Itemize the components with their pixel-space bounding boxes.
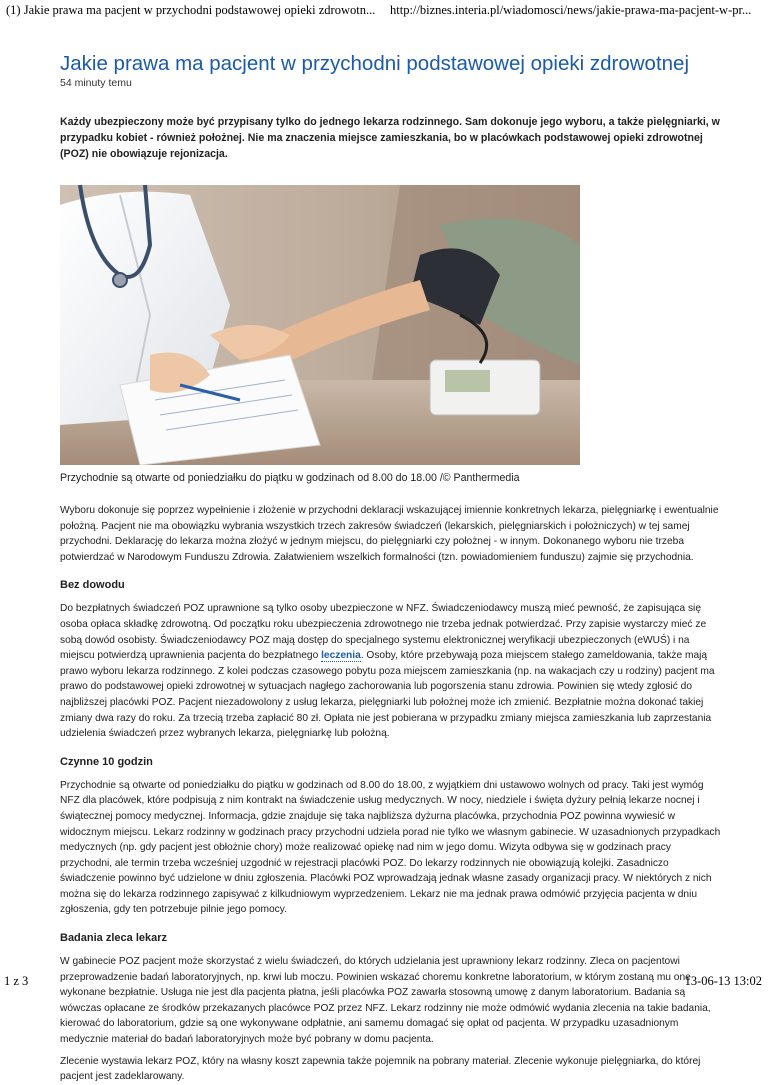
section-heading-czynne-10-godzin: Czynne 10 godzin — [60, 755, 153, 768]
section-heading-bez-dowodu: Bez dowodu — [60, 579, 125, 592]
paragraph-text: Do bezpłatnych świadczeń POZ uprawnione są tylko osoby ubezpieczone w NFZ. Świadczeniodawcy muszą mieć pewność, że zapisująca się osoba opłaca składkę zdrowotną. Od początku roku ubezpieczenia zdrowotnego nie trzeba jednak potwierdzać. Przy zapisie wystarczy mieć ze sobą dowód osobisty. Świadczeniodawcy POZ mają dostęp do specjalnego systemu elektronicznej weryfikacji ubezpieczonych (eWUŚ) i na miejscu potwierdzą uprawnienia pacjenta do bezpłatnego — [60, 603, 707, 662]
article-photo — [60, 185, 580, 465]
article — [60, 52, 725, 1085]
paragraph-text: . Osoby, które przebywają poza miejscem stałego zameldowania, także mają prawo wyboru lekarza rodzinnego. Z kolei podczas czasowego pobytu poza miejscem zamieszkania (np. na wakacjach czy u rodziny) pacjent ma prawo do podstawowej opieki zdrowotnej w sytuacjach nagłego zachorowania lub pogorszenia stanu zdrowia. Powinien się wtedy zgłosić do najbliższej placówki POZ. Pacjent niezadowolony z usług lekarza, pielęgniarki lub położnej może ich zmienić. Bezpłatnie można dokonać takiej zmiany dwa razy do roku. Za trzecią trzeba zapłacić 80 zł. Opłata nie jest pobierana w przypadku zmiany miejsca zamieszkania lub zaprzestania udzielenia świadczeń przez wybranych lekarza, pielęgniarkę lub położną. — [60, 650, 715, 740]
section-paragraph-badania-zleca-lekarz-2: Zlecenie wystawia lekarz POZ, który na własny koszt zapewnia także pojemnik na pobrany materiał. Zlecenie wykonuje pielęgniarka, do której pacjent jest zadeklarowany. — [60, 1055, 701, 1083]
section-heading-badania-zleca-lekarz: Badania zleca lekarz — [60, 932, 168, 945]
article-lead: Każdy ubezpieczony może być przypisany tylko do jednego lekarza rodzinnego. Sam dokonuje jego wyboru, a także pielęgniarki, w przypadku kobiet - również położnej. Nie ma znaczenia miejsce zamieszkania, bo w placówkach podstawowej opieki zdrowotnej (POZ) nie obowiązuje rejonizacja. — [60, 116, 720, 160]
doctor-measuring-blood-pressure-photo — [60, 185, 580, 465]
leczenia-link[interactable]: leczenia — [321, 650, 361, 662]
print-header-url: http://biznes.interia.pl/wiadomosci/news/jakie-prawa-ma-pacjent-w-pr... — [390, 3, 752, 17]
print-date: 13-06-13 13:02 — [684, 974, 762, 988]
section-paragraph-bez-dowodu — [60, 601, 725, 741]
intro-paragraph: Wyboru dokonuje się poprzez wypełnienie i złożenie w przychodni deklaracji wskazującej imiennie konkretnych lekarza, pielęgniarkę i ewentualnie położną. Pacjent nie ma obowiązku wybrania wszystkich trzech zakresów świadczeń (lekarskich, pielęgniarskich i położniczych) w tej samej przychodni. Deklarację do lekarza można złożyć w jednym miejscu, do pielęgniarki czy położnej - w innym. Dokonanego wyboru nie trzeba potwierdzać w Narodowym Funduszu Zdrowia. Załatwieniem wszelkich formalności (tzn. powiadomieniem funduszu) zajmie się przychodnia. — [60, 505, 719, 563]
section-paragraph-czynne-10-godzin: Przychodnie są otwarte od poniedziałku do piątku w godzinach od 8.00 do 18.00, z wyjątkiem dni ustawowo wolnych od pracy. Taki jest wymóg NFZ dla placówek, które podpisują z nim kontrakt na świadczenie usług medycznych. W nocy, niedziele i święta dyżury pełnią lekarze nocnej i świątecznej pomocy medycznej. Informacja, gdzie znajduje się taka najbliższa dyżurna placówka, przychodnia POZ powinna wywiesić w widocznym miejscu. Lekarz rodzinny w godzinach pracy przychodni udziela porad nie tylko we własnym gabinecie. W uzasadnionych przypadkach medycznych (np. gdy pacjent jest obłożnie chory) może realizować opiekę nad nim w jego domu. Wizyta odbywa się w godzinach pracy przychodni, ale termin trzeba wcześniej uzgodnić w rejestracji placówki POZ. Do lekarzy rodzinnych nie obowiązują kolejki. Zasadniczo świadczenie powinno być udzielone w dniu zgłoszenia. Placówki POZ wprowadzają jednak własne zasady organizacji pracy. W niektórych z nich można się do lekarza rodzinnego zapisywać z kilkudniowym wyprzedzeniem. Lekarz nie ma jednak prawa odmówić przyjęcia pacjenta w dniu zgłoszenia, gdy ten potrzebuje pilnie jego pomocy. — [60, 779, 721, 916]
print-header-title: (1) Jakie prawa ma pacjent w przychodni podstawowej opieki zdrowotn... — [6, 3, 376, 17]
print-footer — [0, 970, 768, 990]
print-header — [0, 0, 768, 22]
article-title: Jakie prawa ma pacjent w przychodni podstawowej opieki zdrowotnej — [60, 52, 689, 75]
page-number: 1 z 3 — [4, 974, 29, 988]
image-caption: Przychodnie są otwarte od poniedziałku do piątku w godzinach od 8.00 do 18.00 /© Panthermedia — [60, 472, 520, 484]
article-time: 54 minuty temu — [60, 77, 132, 89]
section-paragraph-badania-zleca-lekarz: W gabinecie POZ pacjent może skorzystać z wielu świadczeń, do których udzielania jest uprawniony lekarz rodzinny. Zleca on pacjentowi przeprowadzenie badań laboratoryjnych, np. krwi lub moczu. Powinien wskazać choremu konkretne laboratorium, w którym zostaną mu one wykonane bezpłatnie. Usługa nie jest dla pacjenta płatna, jeśli placówka POZ zawarła stosowną umowę z danym laboratorium. Badania są wówczas opłacane ze środków przekazanych placówce POZ przez NFZ. Lekarz rodzinny nie może odmówić wydania zlecenia na takie badania, kierować do laboratorium, gdzie są one wykonywane odpłatnie, ani samemu domagać się opłat od pacjenta. W przypadku uzasadnionym medycznie materiał do badań laboratoryjnych może być pobrany w domu pacjenta. — [60, 956, 711, 1046]
